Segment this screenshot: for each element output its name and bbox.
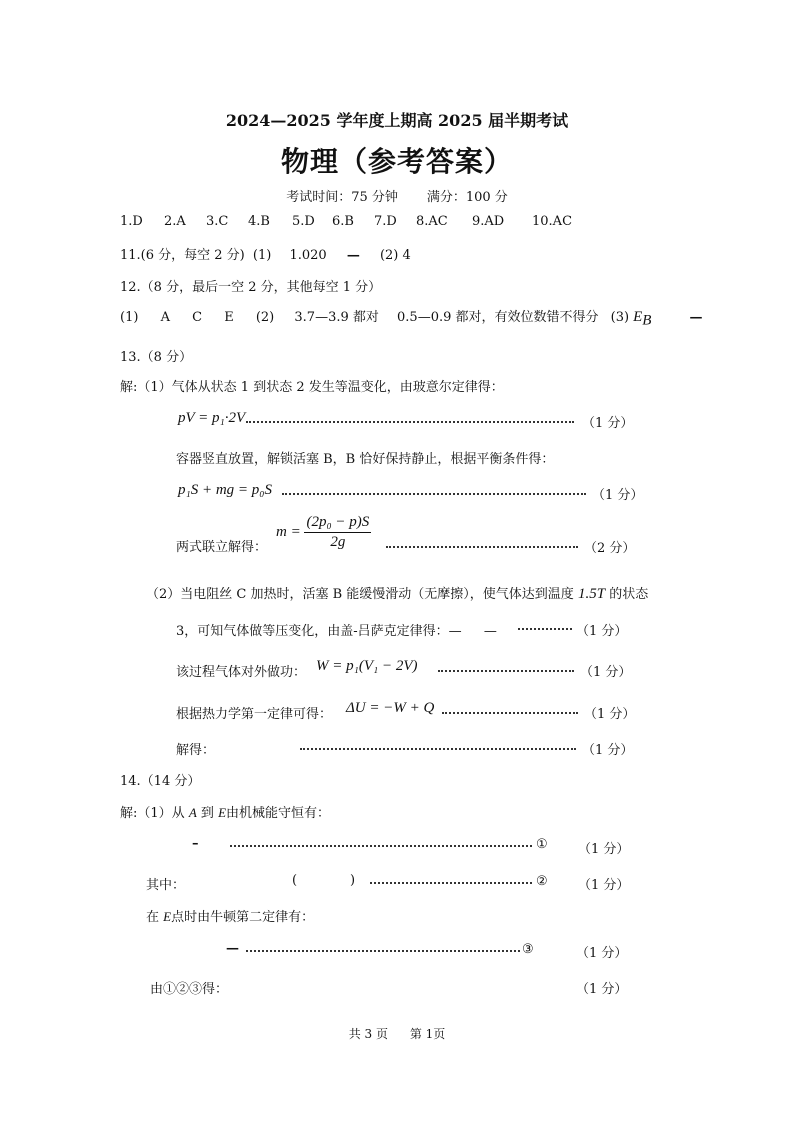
q13-part2-dash: — [483, 624, 497, 639]
q12-label: 12.（8 分，最后一空 2 分，其他每空 1 分） [120, 280, 382, 295]
q14-paren-open: ( [292, 873, 298, 888]
footer-total-pages: 共 3 页 [348, 1027, 388, 1041]
q14-eq2-leader [370, 882, 532, 884]
q12-answer-e: E [224, 310, 234, 325]
exam-info: 考试时间：75 分钟 满分：100 分 [286, 190, 508, 205]
q14-label: 14.（14 分） [120, 774, 201, 789]
q13-eq3-leader [386, 546, 578, 548]
q14-solve-prefix: 解: [120, 806, 138, 821]
q13-result-leader [300, 748, 576, 750]
answer-1: 1.D [120, 214, 143, 229]
q13-work-equation: W = p₁(V₁ − 2V) [316, 658, 418, 674]
q13-eq2-leader [282, 493, 586, 495]
q13-part2-temperature: 1.5T [577, 586, 606, 602]
answer-9: 9.AD [472, 214, 505, 229]
q14-combine-label: 由①②③得： [150, 982, 229, 997]
q14-eq1-score: （1 分） [578, 842, 630, 857]
q11-part1-label: (1) [252, 248, 272, 263]
q14-newton-a: 在 [146, 910, 160, 925]
page-footer [0, 1025, 794, 1042]
q13-part2-score: （1 分） [576, 624, 628, 639]
q13-first-law-leader [442, 712, 578, 714]
q12-answer-a: A [160, 310, 170, 325]
q14-part1-a: （1）从 [137, 806, 185, 821]
q12-part2-label: (2) [255, 310, 275, 325]
q14-part1-c: 由机械能守恒有： [226, 806, 331, 821]
q12-range2: 0.5—0.9 都对，有效位数错不得分 [397, 310, 599, 325]
q14-eq3-mark: ③ [522, 942, 534, 957]
answer-2: 2.A [164, 214, 186, 229]
q14-newton-line [146, 906, 314, 925]
q14-eq2-mark: ② [536, 874, 548, 889]
q13-eq2: p₁S + mg = p₀S [178, 482, 273, 498]
q13-first-law-prefix: 根据热力学第一定律可得： [176, 707, 333, 722]
q13-part2-line1 [146, 583, 648, 603]
q12-answer-c: C [192, 310, 203, 325]
answer-4: 4.B [248, 214, 270, 229]
q13-part2-text-a: （2）当电阻丝 C 加热时，活塞 B 能缓慢滑动（无摩擦），使气体达到温度 [146, 587, 574, 602]
q12-answer-e-subscript: B [642, 312, 652, 329]
q14-eq3-dash: — [226, 941, 239, 956]
q14-part1-b: 到 [200, 806, 214, 821]
q12-answers [120, 306, 703, 330]
q14-eq3-leader [246, 950, 520, 952]
q13-result-score: （1 分） [582, 743, 634, 758]
q14-eq3-score: （1 分） [576, 946, 628, 961]
subject-title: 物理（参考答案） [280, 145, 513, 178]
q12-part3-label: (3) [610, 310, 630, 325]
q14-combine-score: （1 分） [576, 982, 628, 997]
q13-part1-intro [120, 376, 504, 395]
q13-eq1-score: （1 分） [582, 416, 634, 431]
q13-eq1: pV = p₁·2V [178, 410, 246, 426]
q13-work-score: （1 分） [580, 665, 632, 680]
q13-solve-prefix: 解: [120, 380, 138, 395]
q14-point-a: A [188, 805, 197, 820]
q14-eq2-score: （1 分） [578, 878, 630, 893]
q11-part2: (2) 4 [379, 248, 411, 263]
q13-first-law-equation: ΔU = −W + Q [346, 700, 435, 716]
q13-eq3-prefix: 两式联立解得： [176, 540, 268, 555]
footer-page-number: 第 1页 [409, 1027, 446, 1041]
q13-eq2-score: （1 分） [592, 488, 644, 503]
q13-eq3-fraction [304, 514, 371, 551]
q13-eq3 [276, 514, 371, 551]
q12-part1-label: (1) [120, 310, 139, 325]
answer-5: 5.D [292, 214, 315, 229]
q13-work-leader [438, 670, 574, 672]
answer-8: 8.AC [416, 214, 448, 229]
q13-eq3-lhs: m = [276, 524, 301, 540]
q11-part1-answer: 1.020 [289, 248, 327, 263]
q12-answer-e-symbol: E [633, 309, 643, 325]
q11-line [120, 244, 411, 263]
q11-label: 11.(6 分，每空 2 分) [120, 248, 245, 263]
q13-eq1-leader [246, 421, 574, 423]
q13-result-prefix: 解得： [176, 743, 216, 758]
q13-label: 13.（8 分） [120, 350, 193, 365]
answer-3: 3.C [206, 214, 229, 229]
q14-eq1-mark: ① [536, 837, 548, 852]
q14-newton-b: 点时由牛顿第二定律有： [171, 910, 315, 925]
q13-part2-leader [518, 628, 572, 630]
q13-part2-line2 [176, 620, 497, 639]
q14-part1-intro [120, 802, 330, 821]
q11-dash: — [346, 248, 360, 263]
q14-eq1-leader [230, 845, 532, 847]
exam-title: 2024—2025 学年度上期高 2025 届半期考试 [225, 111, 569, 130]
q14-newton-point-e: E [163, 909, 172, 924]
q14-where-label: 其中： [146, 878, 186, 893]
q13-part1-text: （1）气体从状态 1 到状态 2 发生等温变化，由玻意尔定律得： [137, 380, 504, 395]
q14-paren-close: ) [350, 873, 356, 888]
q13-work-prefix: 该过程气体对外做功： [176, 665, 307, 680]
q13-eq3-denominator: 2g [330, 534, 346, 550]
answer-10: 10.AC [532, 214, 573, 229]
q13-eq3-numerator: (2p₀ − p)S [304, 514, 371, 533]
q13-first-law-score: （1 分） [584, 707, 636, 722]
q12-range1: 3.7—3.9 都对 [294, 310, 379, 325]
q12-dash: — [689, 310, 703, 325]
q13-part2-text-b: 的状态 [609, 587, 649, 602]
answer-7: 7.D [374, 214, 397, 229]
answer-6: 6.B [332, 214, 354, 229]
q14-point-e: E [218, 805, 227, 820]
q14-eq1-dash: – [192, 836, 199, 851]
q13-eq3-score: （2 分） [584, 541, 636, 556]
q13-line2: 容器竖直放置，解锁活塞 B，B 恰好保持静止，根据平衡条件得： [176, 452, 555, 467]
q13-part2-line2-text: 3，可知气体做等压变化，由盖-吕萨克定律得：— [176, 624, 462, 639]
